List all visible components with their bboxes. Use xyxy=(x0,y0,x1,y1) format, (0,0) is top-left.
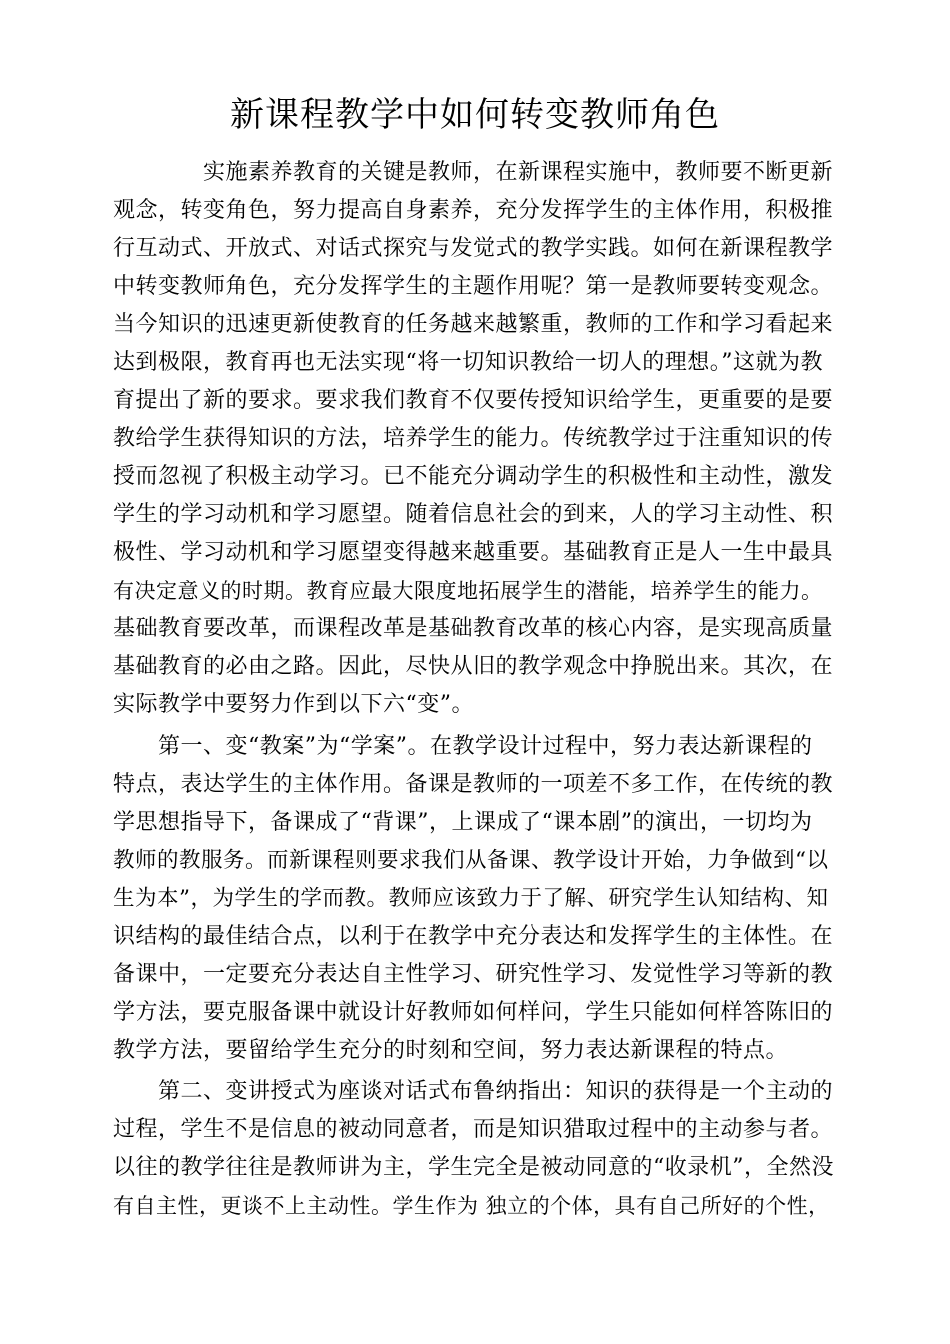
paragraph-3-line-2: 过程，学生不是信息的被动同意者，而是知识猎取过程中的主动参与者。 xyxy=(113,1117,834,1142)
paragraph-1-line-13: 基础教育要改革，而课程改革是基础教育改革的核心内容，是实现高质量 xyxy=(113,616,834,641)
paragraph-2-line-4: 教师的教服务。而新课程则要求我们从备课、教学设计开始，力争做到“以 xyxy=(113,848,829,873)
paragraph-3-line-4: 有自主性，更谈不上主动性。学生作为 独立的个体，具有自己所好的个性， xyxy=(113,1194,830,1218)
paragraph-1-line-4: 中转变教师角色，充分发挥学生的主题作用呢？第一是教师要转变观念。 xyxy=(113,274,834,299)
paragraph-1-line-10: 学生的学习动机和学习愿望。随着信息社会的到来，人的学习主动性、积 xyxy=(113,502,834,527)
paragraph-1-line-8: 教给学生获得知识的方法，培养学生的能力。传统教学过于注重知识的传 xyxy=(113,426,834,451)
paragraph-2-line-6: 识结构的最佳结合点，以利于在教学中充分表达和发挥学生的主体性。在 xyxy=(113,924,834,949)
paragraph-1-line-9: 授而忽视了积极主动学习。已不能充分调动学生的积极性和主动性，激发 xyxy=(113,464,834,489)
paragraph-1-line-15: 实际教学中要努力作到以下六“变”。 xyxy=(113,692,474,717)
paragraph-1-line-11: 极性、学习动机和学习愿望变得越来越重要。基础教育正是人一生中最具 xyxy=(113,540,834,565)
paragraph-1-line-1: 实施素养教育的关键是教师，在新课程实施中，教师要不断更新 xyxy=(203,160,834,185)
document-title: 新课程教学中如何转变教师角色 xyxy=(230,95,720,135)
paragraph-1-line-7: 育提出了新的要求。要求我们教育不仅要传授知识给学生，更重要的是要 xyxy=(113,388,834,413)
paragraph-1-line-12: 有决定意义的时期。教育应最大限度地拓展学生的潜能，培养学生的能力。 xyxy=(113,579,823,603)
paragraph-1-line-14: 基础教育的必由之路。因此，尽快从旧的教学观念中挣脱出来。其次，在 xyxy=(113,654,834,679)
paragraph-2-line-1: 第一、变“教案”为“学案”。在教学设计过程中，努力表达新课程的 xyxy=(158,734,813,759)
paragraph-2-line-2: 特点，表达学生的主体作用。备课是教师的一项差不多工作，在传统的教 xyxy=(113,772,834,797)
paragraph-2-line-7: 备课中，一定要充分表达自主性学习、研究性学习、发觉性学习等新的教 xyxy=(113,962,834,987)
paragraph-2-line-8: 学方法，要克服备课中就设计好教师如何样问，学生只能如何样答陈旧的 xyxy=(113,1000,834,1025)
paragraph-3-line-1: 第二、变讲授式为座谈对话式布鲁纳指出：知识的获得是一个主动的 xyxy=(158,1079,834,1104)
paragraph-1-line-2: 观念，转变角色，努力提高自身素养，充分发挥学生的主体作用，积极推 xyxy=(113,198,834,223)
paragraph-1-line-3: 行互动式、开放式、对话式探究与发觉式的教学实践。如何在新课程教学 xyxy=(113,236,834,261)
paragraph-1-line-5: 当今知识的迅速更新使教育的任务越来越繁重，教师的工作和学习看起来 xyxy=(113,312,834,337)
paragraph-1-line-6: 达到极限，教育再也无法实现“将一切知识教给一切人的理想。”这就为教 xyxy=(113,350,823,375)
paragraph-2-line-3: 学思想指导下，备课成了“背课”，上课成了“课本剧”的演出，一切均为 xyxy=(113,810,813,835)
paragraph-2-line-5: 生为本”，为学生的学而教。教师应该致力于了解、研究学生认知结构、知 xyxy=(113,886,829,911)
paragraph-2-line-9: 教学方法，要留给学生充分的时刻和空间，努力表达新课程的特点。 xyxy=(113,1038,789,1063)
paragraph-3-line-3: 以往的教学往往是教师讲为主，学生完全是被动同意的“收录机”，全然没 xyxy=(113,1155,834,1180)
